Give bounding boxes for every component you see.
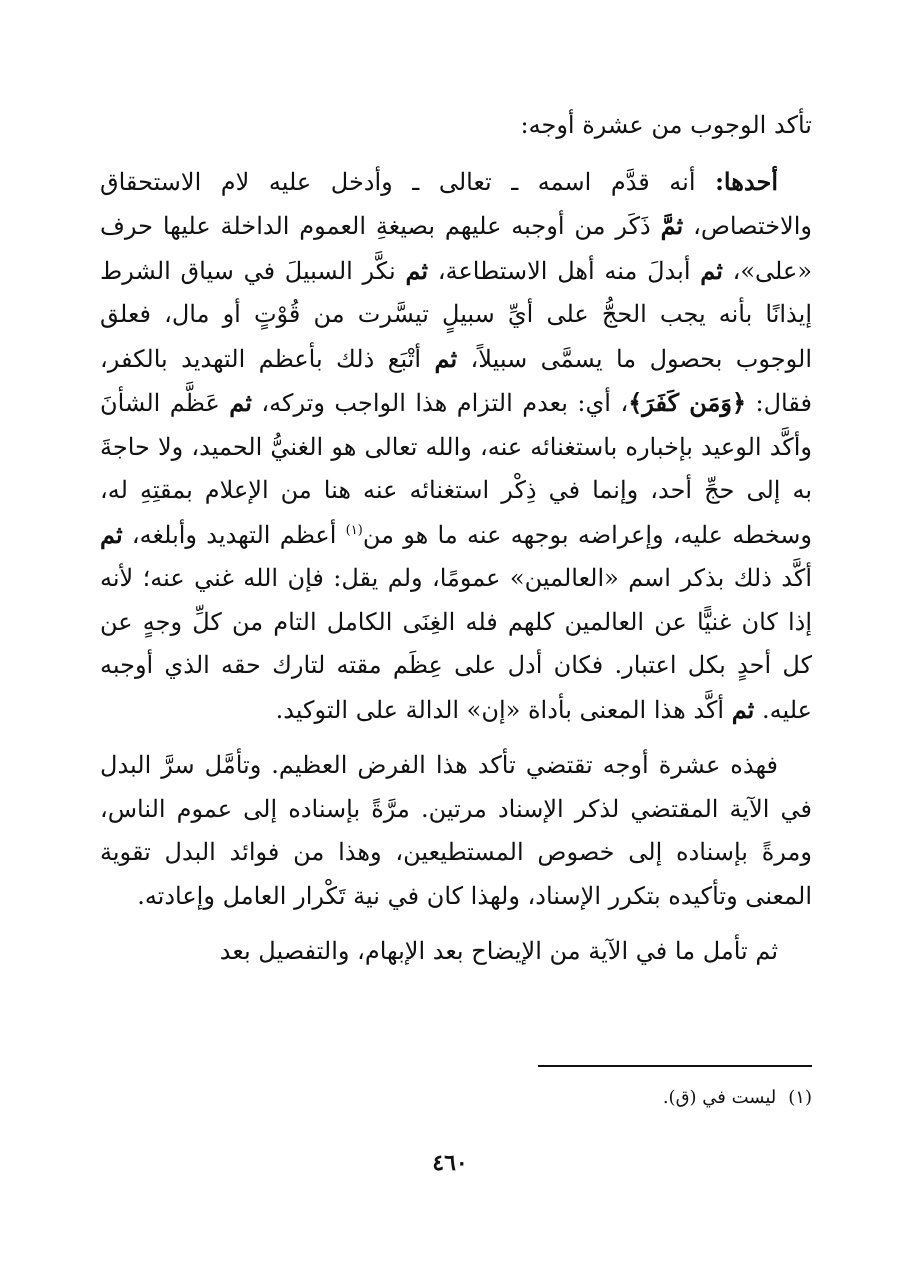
text-run: أكَّد هذا المعنى بأداة «إن» الدالة على التوكيد.	[275, 695, 732, 724]
quran-quote: ﴿وَمَن كَفَرَ﴾	[628, 388, 747, 417]
paragraph-summary: فهذه عشرة أوجه تقتضي تأكد هذا الفرض العظيم. وتأمَّل سرَّ البدل في الآية المقتضي لذكر الإسناد مرتين. مرَّةً بإسناده إلى عموم الناس، ومرةً بإسناده إلى خصوص المستطيعين، وهذا من فوائد البدل تقوية المعنى وتأكيده بتكرر الإسناد، ولهذا كان في نية تَكْرار العامل وإعادته.	[100, 751, 812, 910]
aspect-lead: أحدها:	[715, 166, 778, 196]
emphasis-thumma: ثم	[229, 388, 252, 417]
emphasis-thumma: ثم	[100, 519, 123, 549]
emphasis-thumma: ثم	[434, 343, 458, 373]
footnote	[100, 1083, 812, 1113]
footnote-number: (١)	[788, 1087, 812, 1108]
footnote-text: ليست في (ق).	[662, 1087, 777, 1108]
text-run: عَظَّم الشأنَ وأكَّد الوعيد بإخباره باستغنائه عنه، والله تعالى هو الغنيُّ الحميد، ولا حاجةَ به إلى حجِّ أحد، وإنما في ذِكْر استغنائه عنه هنا من الإعلام بمقتِهِ له، وسخطه عليه، وإعراضه بوجهه عنه ما هو من	[100, 389, 813, 549]
text-run: أنه قدَّم اسمه ـ تعالى ـ وأدخل عليه لام الاستحقاق والاختصاص،	[100, 167, 812, 240]
page-number: ٤٦٠	[432, 1150, 468, 1176]
emphasis-thumma: ثم	[731, 694, 755, 724]
intro-line: تأكد الوجوب من عشرة أوجه:	[520, 111, 812, 139]
text-run: نكَّر السبيلَ في سياق الشرط إيذانًا بأنه يجب الحجُّ على أيِّ سبيلٍ تيسَّرت من قُوْتٍ أو مال، فعلق الوجوب بحصول ما يسمَّى سبيلاً،	[100, 256, 812, 373]
emphasis-thumma: ثمَّ	[660, 211, 684, 240]
page-body	[100, 104, 812, 974]
emphasis-thumma: ثم	[700, 255, 723, 285]
text-run: ، أي: بعدم التزام هذا الواجب وتركه،	[251, 389, 629, 417]
text-run: أكَّد ذلك بذكر اسم «العالمين» عمومًا، ولم يقل: فإن الله غني عنه؛ لأنه إذا كان غنيًّا عن العالمين كلهم فله الغِنَى الكامل التام من كلِّ وجهٍ عن كل أحدٍ بكل اعتبار. فكان أدل على عِظَم مقته لتارك حقه الذي أوجبه عليه.	[100, 564, 812, 724]
footnote-reference: (١)	[345, 522, 363, 538]
text-run: أبدلَ منه أهل الاستطاعة،	[428, 256, 701, 285]
paragraph-continuation: ثم تأمل ما في الآية من الإيضاح بعد الإبهام، والتفصيل بعد	[219, 937, 778, 965]
text-run: أتْبَع ذلك بأعظم التهديد بالكفر، فقال:	[100, 344, 812, 417]
emphasis-thumma: ثم	[405, 255, 429, 285]
text-run: ذَكَر من أوجبه عليهم بصيغةِ العموم الداخلة عليها حرف «على»،	[100, 212, 812, 285]
text-run: أعظم التهديد وأبلغه،	[122, 520, 346, 549]
paragraph-first-aspect	[100, 160, 812, 733]
footnote-divider	[538, 1065, 812, 1067]
